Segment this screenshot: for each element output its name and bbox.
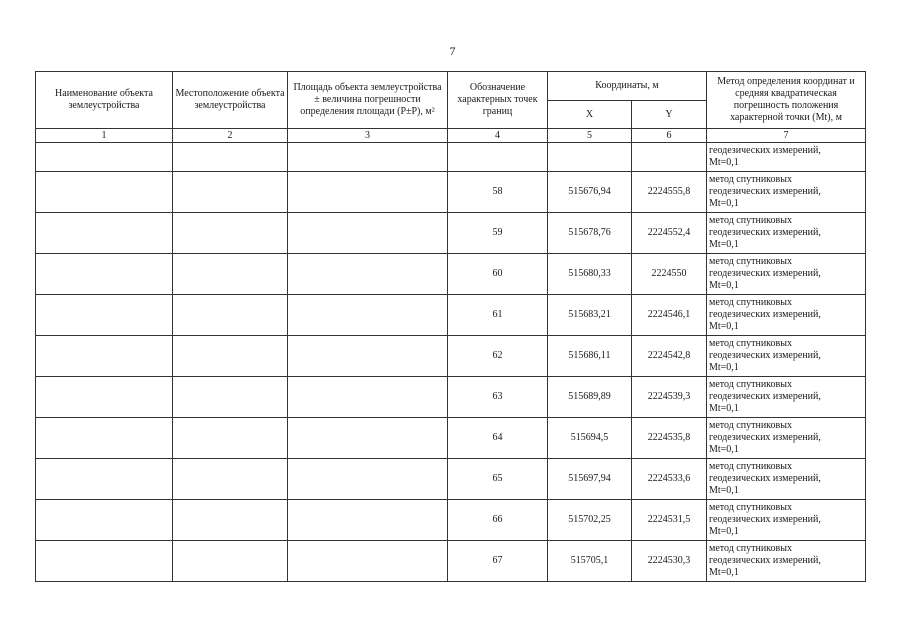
land-survey-table (35, 71, 866, 582)
empty-cell (288, 459, 448, 500)
column-number: 5 (548, 129, 632, 143)
header-coordinates: Координаты, м (548, 72, 707, 101)
empty-cell (173, 500, 288, 541)
page-number: 7 (449, 44, 456, 58)
empty-cell (36, 336, 173, 377)
method-text: геодезических измерений, (709, 391, 821, 402)
empty-cell (288, 295, 448, 336)
column-number: 7 (707, 129, 866, 143)
empty-cell (288, 418, 448, 459)
empty-cell (36, 500, 173, 541)
coordinate-y: 2224550 (632, 254, 707, 295)
method-text: Mt=0,1 (709, 157, 739, 168)
column-number: 4 (448, 129, 548, 143)
column-number: 3 (288, 129, 448, 143)
method-text: Mt=0,1 (709, 198, 739, 209)
column-number: 1 (36, 129, 173, 143)
method-text: Mt=0,1 (709, 485, 739, 496)
method-text: геодезических измерений, (709, 145, 821, 156)
empty-cell (173, 377, 288, 418)
header-y: Y (632, 101, 707, 129)
method-text: геодезических измерений, (709, 514, 821, 525)
header-x: X (548, 101, 632, 129)
method-text: геодезических измерений, (709, 432, 821, 443)
method-text: Mt=0,1 (709, 239, 739, 250)
point-number: 63 (448, 377, 548, 418)
table-row (36, 213, 866, 254)
table-row (36, 254, 866, 295)
empty-cell (173, 254, 288, 295)
method-text: Mt=0,1 (709, 280, 739, 291)
empty-cell (288, 172, 448, 213)
empty-cell (173, 295, 288, 336)
method-cell (707, 500, 866, 541)
empty-cell (36, 541, 173, 582)
coordinate-x: 515680,33 (548, 254, 632, 295)
empty-cell (36, 295, 173, 336)
table-row (36, 336, 866, 377)
point-number: 66 (448, 500, 548, 541)
empty-cell (288, 500, 448, 541)
method-text: геодезических измерений, (709, 555, 821, 566)
empty-cell (173, 459, 288, 500)
point-number: 67 (448, 541, 548, 582)
table-row (36, 418, 866, 459)
method-text: метод спутниковых (709, 174, 792, 185)
empty-cell (36, 254, 173, 295)
header-method: Метод определения координат и средняя квадратическая погрешность положения характерной точки (Mt), м (707, 72, 866, 129)
header-object-name: Наименование объекта землеустройства (36, 72, 173, 129)
empty-cell (36, 213, 173, 254)
empty-cell (36, 377, 173, 418)
table-row (36, 295, 866, 336)
coordinate-y: 2224535,8 (632, 418, 707, 459)
table-row (36, 500, 866, 541)
point-number: 59 (448, 213, 548, 254)
method-text: геодезических измерений, (709, 186, 821, 197)
coordinate-y: 2224542,8 (632, 336, 707, 377)
method-text: метод спутниковых (709, 256, 792, 267)
method-text: метод спутниковых (709, 379, 792, 390)
empty-cell (173, 418, 288, 459)
method-cell (707, 143, 866, 172)
column-number: 6 (632, 129, 707, 143)
empty-cell (288, 336, 448, 377)
point-number: 65 (448, 459, 548, 500)
point-number: 60 (448, 254, 548, 295)
empty-cell (173, 336, 288, 377)
method-text: геодезических измерений, (709, 227, 821, 238)
coordinate-x: 515686,11 (548, 336, 632, 377)
empty-cell (173, 213, 288, 254)
method-text: геодезических измерений, (709, 473, 821, 484)
method-cell (707, 254, 866, 295)
method-cell (707, 418, 866, 459)
point-number: 61 (448, 295, 548, 336)
method-text: Mt=0,1 (709, 526, 739, 537)
table-row (36, 377, 866, 418)
coordinate-x: 515689,89 (548, 377, 632, 418)
method-text: геодезических измерений, (709, 309, 821, 320)
method-cell (707, 172, 866, 213)
coordinate-y: 2224555,8 (632, 172, 707, 213)
method-text: геодезических измерений, (709, 268, 821, 279)
table-row (36, 143, 866, 172)
method-text: Mt=0,1 (709, 567, 739, 578)
method-cell (707, 213, 866, 254)
method-text: Mt=0,1 (709, 362, 739, 373)
empty-cell (288, 254, 448, 295)
table-row (36, 172, 866, 213)
coordinate-y: 2224546,1 (632, 295, 707, 336)
header-point-designation: Обозначение характерных точек границ (448, 72, 548, 129)
method-cell (707, 377, 866, 418)
header-location: Местоположение объекта землеустройства (173, 72, 288, 129)
table-row (36, 459, 866, 500)
coordinate-x: 515676,94 (548, 172, 632, 213)
empty-cell (173, 541, 288, 582)
empty-cell (288, 377, 448, 418)
method-text: Mt=0,1 (709, 403, 739, 414)
coordinate-x: 515694,5 (548, 418, 632, 459)
empty-cell (36, 418, 173, 459)
empty-cell (36, 172, 173, 213)
column-number: 2 (173, 129, 288, 143)
empty-cell (36, 459, 173, 500)
point-number: 58 (448, 172, 548, 213)
empty-cell (288, 541, 448, 582)
method-text: метод спутниковых (709, 297, 792, 308)
method-text: метод спутниковых (709, 461, 792, 472)
method-text: метод спутниковых (709, 543, 792, 554)
coordinate-y: 2224552,4 (632, 213, 707, 254)
coordinate-y: 2224539,3 (632, 377, 707, 418)
method-cell (707, 541, 866, 582)
empty-cell (173, 172, 288, 213)
method-text: метод спутниковых (709, 502, 792, 513)
coordinate-y: 2224531,5 (632, 500, 707, 541)
header-area: Площадь объекта землеустройства ± величина погрешности определения площади (P±P), м² (288, 72, 448, 129)
table-row (36, 541, 866, 582)
coordinate-x: 515683,21 (548, 295, 632, 336)
method-cell (707, 336, 866, 377)
method-text: метод спутниковых (709, 338, 792, 349)
method-cell (707, 459, 866, 500)
method-text: Mt=0,1 (709, 321, 739, 332)
method-text: метод спутниковых (709, 420, 792, 431)
point-number: 62 (448, 336, 548, 377)
coordinate-x: 515705,1 (548, 541, 632, 582)
coordinate-x: 515678,76 (548, 213, 632, 254)
method-text: геодезических измерений, (709, 350, 821, 361)
coordinate-x: 515702,25 (548, 500, 632, 541)
coordinate-y: 2224530,3 (632, 541, 707, 582)
method-text: Mt=0,1 (709, 444, 739, 455)
coordinate-y: 2224533,6 (632, 459, 707, 500)
method-cell (707, 295, 866, 336)
method-text: метод спутниковых (709, 215, 792, 226)
empty-cell (288, 213, 448, 254)
point-number: 64 (448, 418, 548, 459)
coordinate-x: 515697,94 (548, 459, 632, 500)
